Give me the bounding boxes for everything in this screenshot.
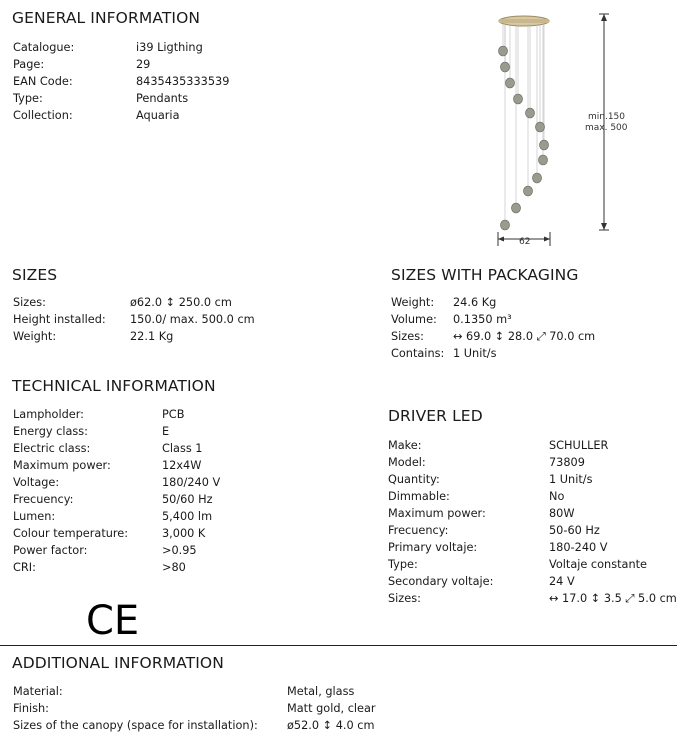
row-label: Weight:	[391, 296, 435, 309]
row-value: E	[162, 425, 170, 438]
packaging-heading: SIZES WITH PACKAGING	[391, 266, 579, 284]
row-label: Energy class:	[13, 425, 88, 438]
row-label: Contains:	[391, 347, 445, 360]
row-label: EAN Code:	[13, 75, 73, 88]
row-value: 1 Unit/s	[453, 347, 497, 360]
row-label: Frecuency:	[13, 493, 74, 506]
row-label: Frecuency:	[388, 524, 449, 537]
row-label: Sizes of the canopy (space for installation):	[13, 719, 258, 732]
row-label: Catalogue:	[13, 41, 75, 54]
row-label: Secondary voltaje:	[388, 575, 494, 588]
row-label: Primary voltaje:	[388, 541, 478, 554]
glass-drops	[499, 46, 549, 230]
ce-mark-text: CE	[86, 598, 140, 644]
general-info-heading: GENERAL INFORMATION	[12, 9, 201, 27]
row-label: Lampholder:	[13, 408, 84, 421]
row-value: Voltaje constante	[549, 558, 647, 571]
row-label: Lumen:	[13, 510, 56, 523]
row-value: 3,000 K	[162, 527, 206, 540]
sizes-heading: SIZES	[12, 266, 58, 284]
row-label: Power factor:	[13, 544, 88, 557]
height-label-max: max. 500	[585, 123, 628, 133]
row-value: No	[549, 490, 565, 503]
row-label: Model:	[388, 456, 426, 469]
row-value: 50/60 Hz	[162, 493, 213, 506]
row-value: Pendants	[136, 92, 189, 105]
row-label: Type:	[13, 92, 43, 105]
row-label: Make:	[388, 439, 422, 452]
row-label: Sizes:	[13, 296, 46, 309]
technical-heading: TECHNICAL INFORMATION	[12, 377, 216, 395]
row-label: Colour temperature:	[13, 527, 129, 540]
row-value: 180-240 V	[549, 541, 608, 554]
row-value: 12x4W	[162, 459, 202, 472]
row-label: Type:	[388, 558, 418, 571]
row-value: ↔ 17.0 ↕ 3.5 ⤢ 5.0 cm	[549, 592, 677, 605]
row-label: Volume:	[391, 313, 437, 326]
driver-heading: DRIVER LED	[388, 407, 483, 425]
row-label: Finish:	[13, 702, 49, 715]
row-label: Sizes:	[388, 592, 421, 605]
row-value: 8435435333539	[136, 75, 230, 88]
row-label: Sizes:	[391, 330, 424, 343]
row-value: 5,400 lm	[162, 510, 213, 523]
row-value: i39 Ligthing	[136, 41, 203, 54]
row-value: Class 1	[162, 442, 203, 455]
row-value: >0.95	[162, 544, 197, 557]
row-value: 24 V	[549, 575, 575, 588]
row-label: Collection:	[13, 109, 73, 122]
row-value: Aquaria	[136, 109, 180, 122]
row-value: 180/240 V	[162, 476, 221, 489]
additional-heading: ADDITIONAL INFORMATION	[12, 654, 224, 672]
row-label: Weight:	[13, 330, 57, 343]
row-value: 22.1 Kg	[130, 330, 174, 343]
row-value: 73809	[549, 456, 585, 469]
row-value: 80W	[549, 507, 575, 520]
row-label: Maximum power:	[13, 459, 111, 472]
row-value: SCHULLER	[549, 439, 609, 452]
row-value: Matt gold, clear	[287, 702, 376, 715]
row-label: Voltage:	[13, 476, 60, 489]
row-label: Dimmable:	[388, 490, 450, 503]
row-value: ø62.0 ↕ 250.0 cm	[130, 296, 232, 309]
row-label: Material:	[13, 685, 63, 698]
row-value: 29	[136, 58, 151, 71]
pendant-drawing	[0, 0, 677, 260]
row-label: Maximum power:	[388, 507, 486, 520]
row-value: 0.1350 m³	[453, 313, 512, 326]
row-label: Quantity:	[388, 473, 440, 486]
row-label: CRI:	[13, 561, 36, 574]
row-value: Metal, glass	[287, 685, 355, 698]
row-value: ↔ 69.0 ↕ 28.0 ⤢ 70.0 cm	[453, 330, 596, 343]
row-label: Electric class:	[13, 442, 91, 455]
width-label: 62	[519, 237, 531, 247]
row-label: Height installed:	[13, 313, 106, 326]
row-value: PCB	[162, 408, 185, 421]
row-value: 50-60 Hz	[549, 524, 600, 537]
row-value: >80	[162, 561, 186, 574]
height-label-min: min.150	[588, 112, 626, 122]
section-divider	[0, 645, 677, 646]
height-dimension	[599, 14, 609, 230]
row-value: 150.0/ max. 500.0 cm	[130, 313, 255, 326]
canopy-rim	[499, 19, 549, 23]
row-value: ø52.0 ↕ 4.0 cm	[287, 719, 375, 732]
row-value: 1 Unit/s	[549, 473, 593, 486]
row-label: Page:	[13, 58, 45, 71]
row-value: 24.6 Kg	[453, 296, 497, 309]
